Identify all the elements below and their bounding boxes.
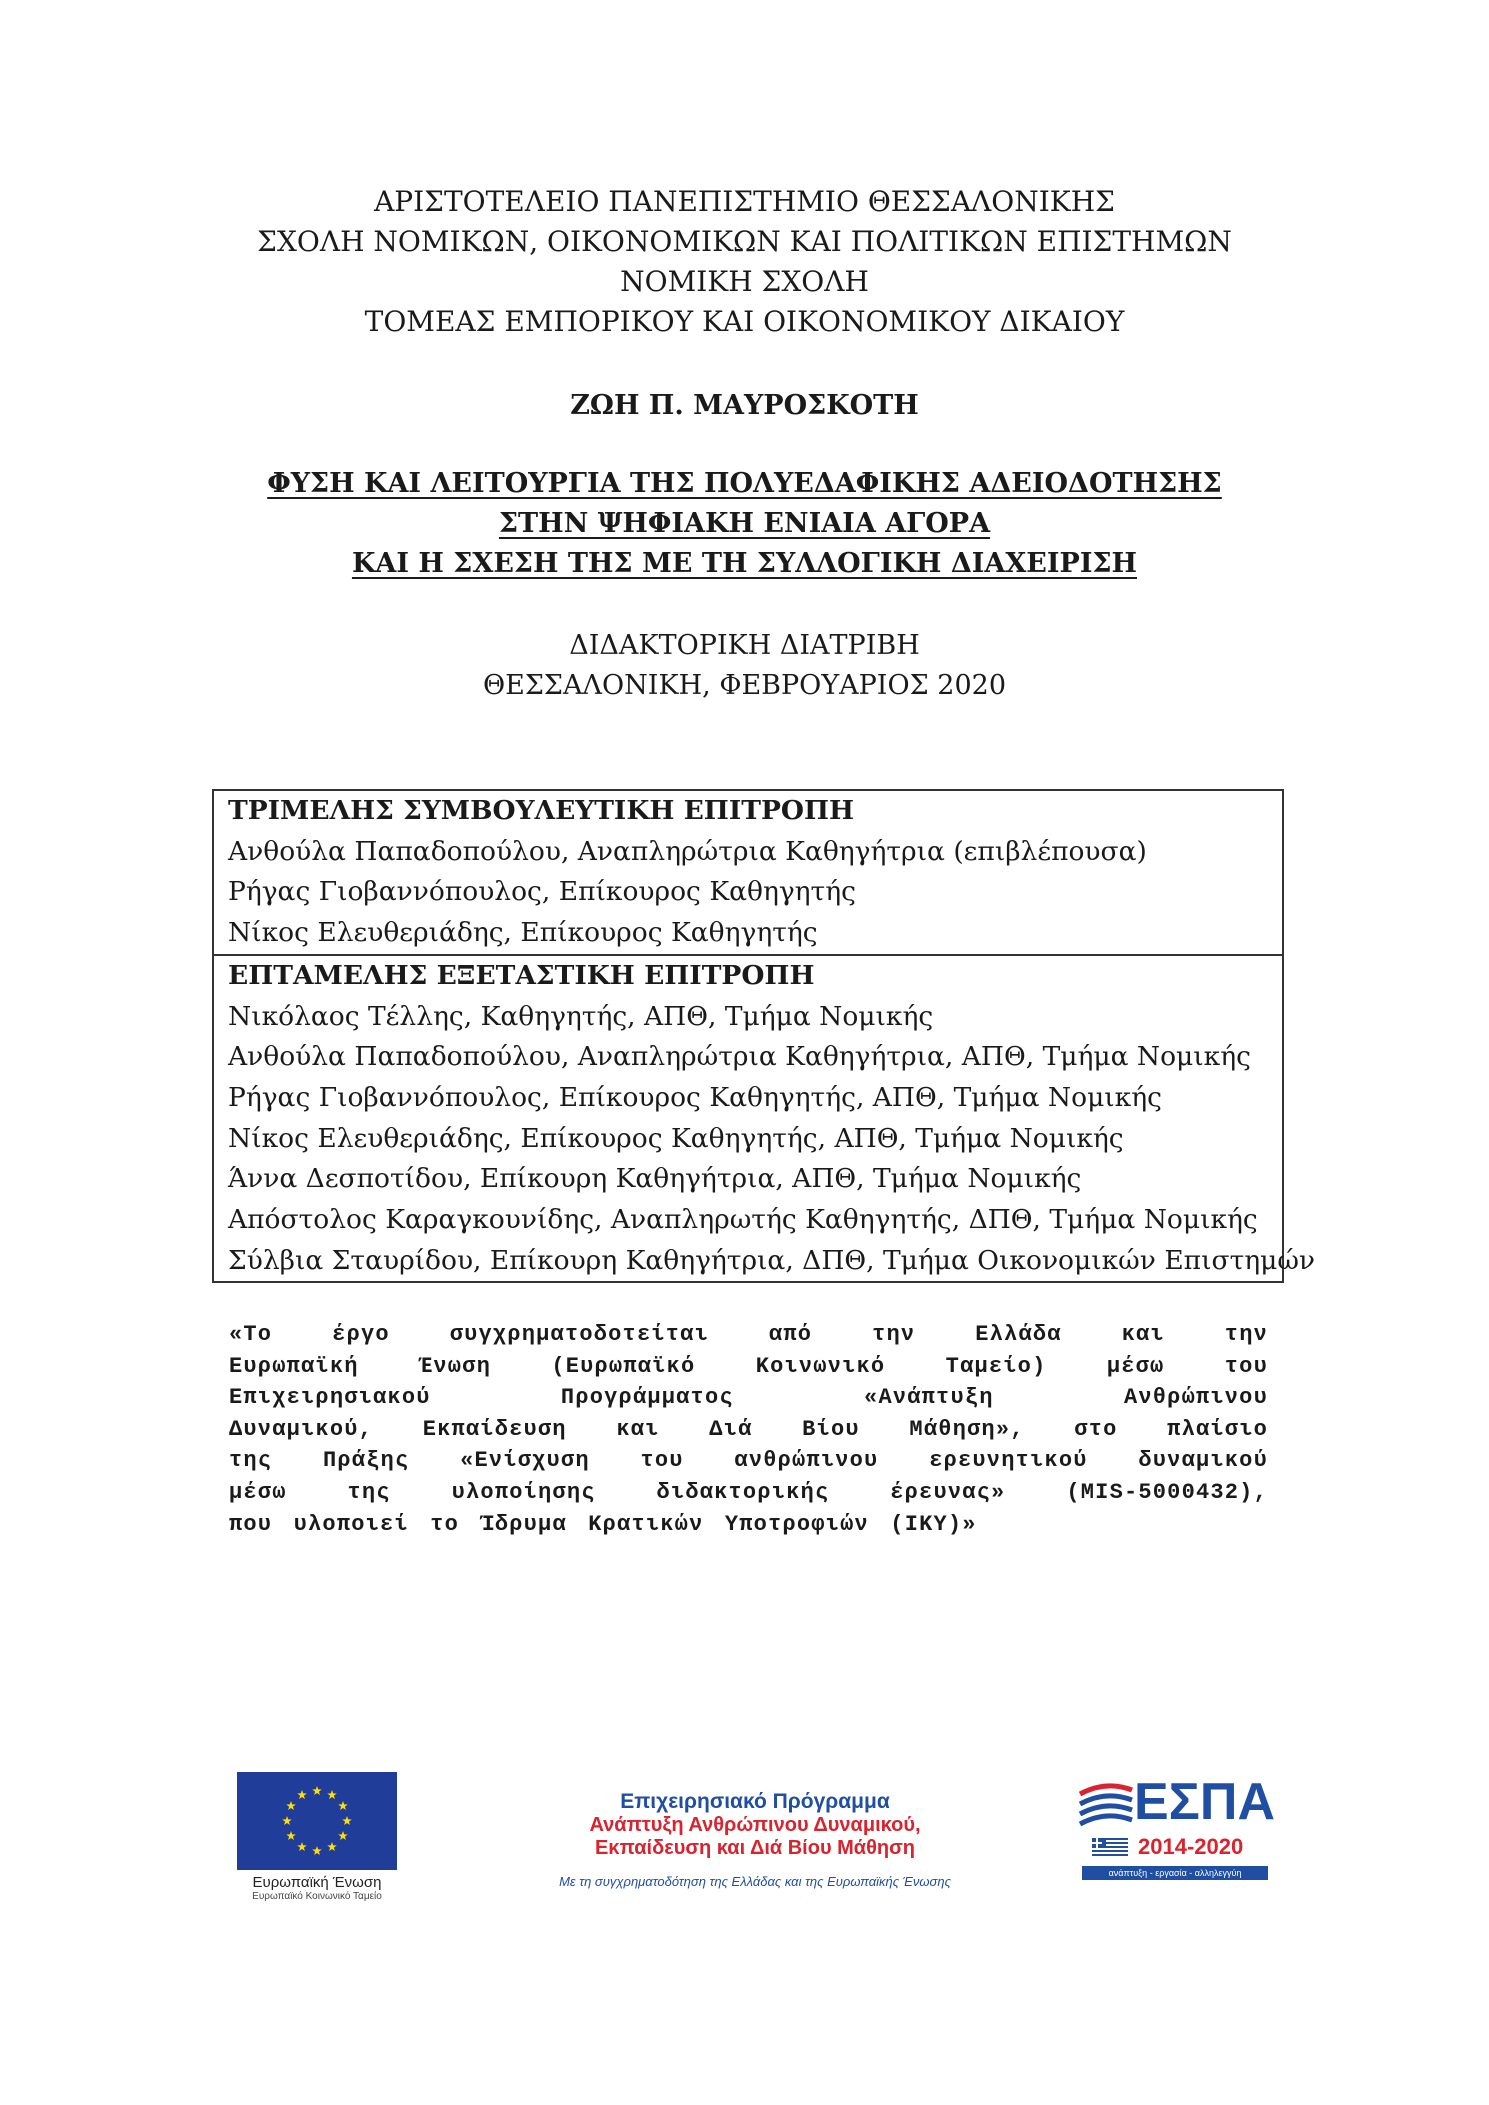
committee-member: Ρήγας Γιοβαννόπουλος, Επίκουρος Καθηγητής, ΑΠΘ, Τμήμα Νομικής	[228, 1081, 1162, 1113]
eu-stars	[237, 1772, 397, 1870]
funding-line: Δυναμικού, Εκπαίδευση και Διά Βίου Μάθηση», στο πλαίσιο	[229, 1416, 1268, 1442]
thesis-place-date: ΘΕΣΣΑΛΟΝΙΚΗ, ΦΕΒΡΟΥΑΡΙΟΣ 2020	[483, 670, 1006, 701]
funding-statement	[229, 1319, 1268, 1540]
greek-flag-icon	[1092, 1838, 1128, 1858]
committee-member: Νικόλαος Τέλλης, Καθηγητής, ΑΠΘ, Τμήμα Νομικής	[228, 1000, 934, 1032]
star-icon	[282, 1816, 292, 1825]
thesis-info	[0, 626, 1489, 706]
star-icon	[286, 1801, 296, 1810]
committee-box	[212, 789, 1316, 1283]
committee-member: Ανθούλα Παπαδοπούλου, Αναπληρώτρια Καθηγήτρια (επιβλέπουσα)	[228, 835, 1147, 867]
op-line-3: Εκπαίδευση και Διά Βίου Μάθηση	[594, 1837, 916, 1859]
examining-committee	[214, 954, 1316, 1282]
star-icon	[312, 1786, 322, 1795]
title-line-3: ΚΑΙ Η ΣΧΕΣΗ ΤΗΣ ΜΕ ΤΗ ΣΥΛΛΟΓΙΚΗ ΔΙΑΧΕΙΡΙΣΗ	[351, 548, 1138, 579]
star-icon	[286, 1831, 296, 1840]
title-line-2: ΣΤΗΝ ΨΗΦΙΑΚΗ ΕΝΙΑΙΑ ΑΓΟΡΑ	[498, 508, 991, 539]
eu-caption: Ευρωπαϊκή Ένωση	[252, 1874, 382, 1891]
star-icon	[342, 1816, 352, 1825]
title-line-1: ΦΥΣΗ ΚΑΙ ΛΕΙΤΟΥΡΓΙΑ ΤΗΣ ΠΟΛΥΕΔΑΦΙΚΗΣ ΑΔΕΙΟΔΟΤΗΣΗΣ	[267, 468, 1222, 499]
examining-committee-heading: ΕΠΤΑΜΕΛΗΣ ΕΞΕΤΑΣΤΙΚΗ ΕΠΙΤΡΟΠΗ	[228, 959, 815, 991]
star-icon	[327, 1842, 337, 1851]
espa-word: ΕΣΠΑ	[1134, 1773, 1275, 1831]
funding-line: Επιχειρησιακού Προγράμματος «Ανάπτυξη Ανθρώπινου	[229, 1385, 1268, 1411]
thesis-type: ΔΙΔΑΚΤΟΡΙΚΗ ΔΙΑΤΡΙΒΗ	[569, 630, 920, 661]
thesis-title	[0, 464, 1489, 584]
star-icon	[338, 1831, 348, 1840]
op-line-1: Επιχειρησιακό Πρόγραμμα	[620, 1790, 890, 1813]
institution-header	[0, 182, 1489, 342]
eu-subcaption: Ευρωπαϊκό Κοινωνικό Ταμείο	[252, 1891, 382, 1902]
funding-line: της Πράξης «Ενίσχυση του ανθρώπινου ερευνητικού δυναμικού	[229, 1448, 1268, 1474]
school-name: ΣΧΟΛΗ ΝΟΜΙΚΩΝ, ΟΙΚΟΝΟΜΙΚΩΝ ΚΑΙ ΠΟΛΙΤΙΚΩΝ ΕΠΙΣΤΗΜΩΝ	[257, 225, 1232, 258]
op-cofunding-note: Με τη συγχρηματοδότηση της Ελλάδας και της Ευρωπαϊκής Ένωσης	[559, 1874, 951, 1889]
committee-member: Σύλβια Σταυρίδου, Επίκουρη Καθηγήτρια, ΔΠΘ, Τμήμα Οικονομικών Επιστημών	[228, 1244, 1316, 1276]
committee-member: Ρήγας Γιοβαννόπουλος, Επίκουρος Καθηγητής	[228, 876, 856, 908]
committee-member: Ανθούλα Παπαδοπούλου, Αναπληρώτρια Καθηγήτρια, ΑΠΘ, Τμήμα Νομικής	[228, 1041, 1251, 1073]
university-name: ΑΡΙΣΤΟΤΕΛΕΙΟ ΠΑΝΕΠΙΣΤΗΜΙΟ ΘΕΣΣΑΛΟΝΙΚΗΣ	[374, 185, 1115, 218]
star-icon	[338, 1801, 348, 1810]
operational-programme-logo	[505, 1790, 1005, 1889]
advisory-committee-heading: ΤΡΙΜΕΛΗΣ ΣΥΜΒΟΥΛΕΥΤΙΚΗ ΕΠΙΤΡΟΠΗ	[228, 795, 855, 826]
funding-line: που υλοποιεί το Ίδρυμα Κρατικών Υποτροφιών (ΙΚΥ)»	[229, 1511, 977, 1537]
star-icon	[297, 1790, 307, 1799]
author-name: ΖΩΗ Π. ΜΑΥΡΟΣΚΟΤΗ	[570, 390, 919, 421]
eu-flag-icon	[237, 1772, 397, 1870]
espa-tagline: ανάπτυξη - εργασία - αλληλεγγύη	[1082, 1866, 1268, 1880]
star-icon	[312, 1846, 322, 1855]
eu-logo	[237, 1772, 397, 1902]
committee-member: Απόστολος Καραγκουνίδης, Αναπληρωτής Καθηγητής, ΔΠΘ, Τμήμα Νομικής	[228, 1204, 1258, 1236]
star-icon	[297, 1842, 307, 1851]
espa-years: 2014-2020	[1138, 1834, 1244, 1859]
funding-line: Ευρωπαϊκή Ένωση (Ευρωπαϊκό Κοινωνικό Ταμείο) μέσω του	[229, 1353, 1268, 1379]
faculty-name: ΝΟΜΙΚΗ ΣΧΟΛΗ	[620, 265, 869, 298]
star-icon	[327, 1790, 337, 1799]
committee-member: Νίκος Ελευθεριάδης, Επίκουρος Καθηγητής	[228, 917, 818, 949]
advisory-committee	[214, 791, 1282, 954]
committee-member: Άννα Δεσποτίδου, Επίκουρη Καθηγήτρια, ΑΠΘ, Τμήμα Νομικής	[228, 1163, 1082, 1195]
espa-swoosh-icon	[1076, 1776, 1136, 1832]
committee-member: Νίκος Ελευθεριάδης, Επίκουρος Καθηγητής, ΑΠΘ, Τμήμα Νομικής	[228, 1122, 1124, 1154]
funding-line: «Το έργο συγχρηματοδοτείται από την Ελλάδα και την	[229, 1322, 1268, 1347]
funding-line: μέσω της υλοποίησης διδακτορικής έρευνας» (MIS-5000432),	[229, 1479, 1268, 1505]
department-name: ΤΟΜΕΑΣ ΕΜΠΟΡΙΚΟΥ ΚΑΙ ΟΙΚΟΝΟΜΙΚΟΥ ΔΙΚΑΙΟΥ	[364, 305, 1125, 338]
op-line-2: Ανάπτυξη Ανθρώπινου Δυναμικού,	[589, 1814, 921, 1836]
